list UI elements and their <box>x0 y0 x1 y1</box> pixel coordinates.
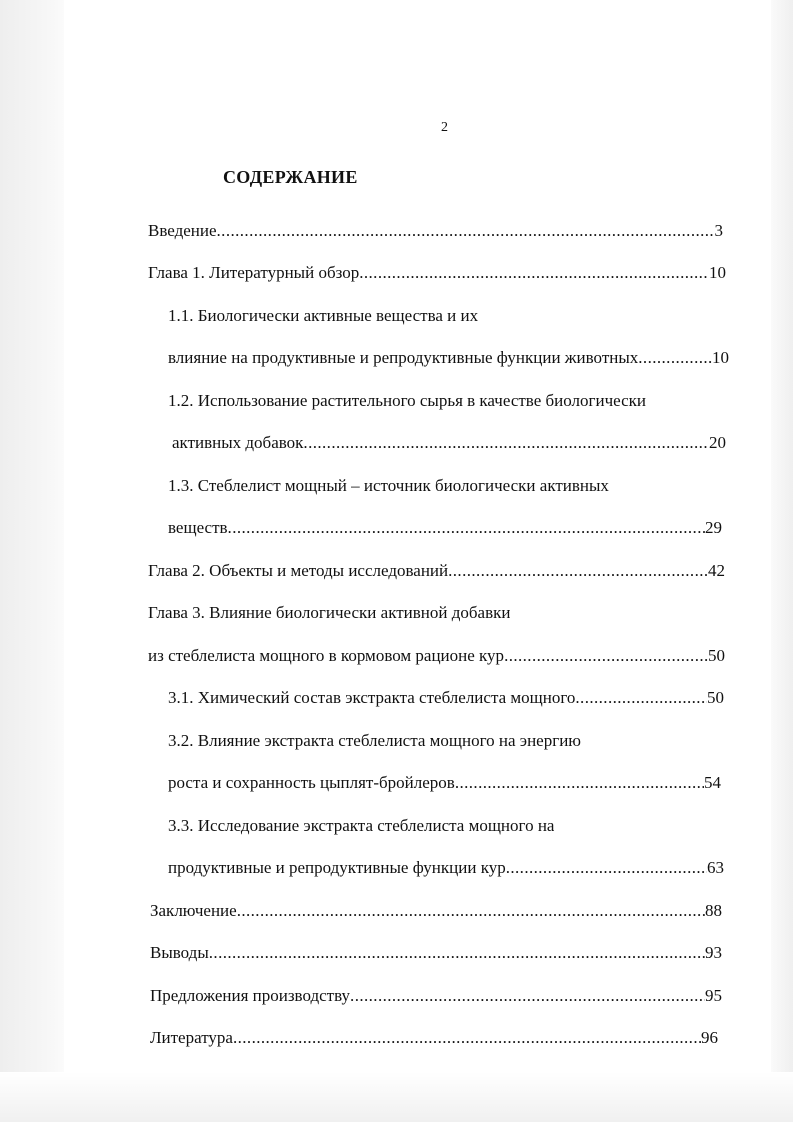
toc-leader-dots <box>350 984 705 1008</box>
toc-entry-1-2-line-1[interactable] <box>168 389 646 413</box>
toc-entry-page: 54 <box>704 773 721 792</box>
toc-leader-dots <box>209 941 705 965</box>
toc-entry-1-3-line-1[interactable] <box>168 474 609 498</box>
toc-entry-findings[interactable] <box>150 941 722 965</box>
toc-entry-page: 50 <box>708 646 725 665</box>
toc-entry-chapter-2[interactable] <box>148 559 725 583</box>
toc-entry-text: 1.3. Стеблелист мощный – источник биологически активных <box>168 476 609 495</box>
toc-leader-dots <box>237 899 705 923</box>
toc-entry-text: 3.3. Исследование экстракта стеблелиста мощного на <box>168 816 555 835</box>
toc-entry-3-2-line-2[interactable] <box>168 771 721 795</box>
toc-entry-proposals[interactable] <box>150 984 722 1008</box>
toc-entry-text: 3.2. Влияние экстракта стеблелиста мощного на энергию <box>168 731 581 750</box>
toc-entry-text: продуктивные и репродуктивные функции кур <box>168 858 506 877</box>
toc-entry-text: Глава 1. Литературный обзор <box>148 263 360 282</box>
toc-entry-page: 29 <box>705 518 722 537</box>
toc-entry-3-2-line-1[interactable] <box>168 729 581 753</box>
toc-leader-dots <box>504 644 708 668</box>
toc-entry-page: 10 <box>712 348 729 367</box>
toc-entry-page: 10 <box>709 263 726 282</box>
toc-entry-introduction[interactable] <box>148 219 723 243</box>
toc-entry-page: 93 <box>705 943 722 962</box>
toc-leader-dots <box>455 771 704 795</box>
page-number: 2 <box>441 120 448 135</box>
toc-entry-text: Заключение <box>150 901 237 920</box>
toc-entry-page: 50 <box>707 688 724 707</box>
toc-entry-chapter-3-line-1[interactable] <box>148 601 510 625</box>
toc-entry-text: веществ <box>168 518 228 537</box>
toc-entry-text: Глава 3. Влияние биологически активной добавки <box>148 603 511 622</box>
toc-entry-page: 95 <box>705 986 722 1005</box>
toc-entry-text: из стеблелиста мощного в кормовом рационе кур <box>148 646 505 665</box>
toc-entry-text: Литература <box>150 1028 233 1047</box>
toc-leader-dots <box>575 686 707 710</box>
toc-entry-page: 42 <box>708 561 725 580</box>
scan-shadow-left <box>0 0 64 1122</box>
toc-entry-text: Глава 2. Объекты и методы исследований <box>148 561 449 580</box>
toc-leader-dots <box>228 516 705 540</box>
toc-entry-1-1-line-2[interactable] <box>168 346 729 370</box>
toc-title: СОДЕРЖАНИЕ <box>223 167 358 187</box>
toc-entry-page: 63 <box>707 858 724 877</box>
toc-entry-3-3-line-1[interactable] <box>168 814 554 838</box>
toc-entry-3-1[interactable] <box>168 686 724 710</box>
toc-entry-1-2-line-2[interactable] <box>172 431 726 455</box>
toc-entry-chapter-3-line-2[interactable] <box>148 644 725 668</box>
toc-entry-page: 88 <box>705 901 722 920</box>
toc-entry-conclusion[interactable] <box>150 899 722 923</box>
toc-leader-dots <box>233 1026 701 1050</box>
toc-entry-text: 3.1. Химический состав экстракта стеблелиста мощного <box>168 688 576 707</box>
toc-entry-1-3-line-2[interactable] <box>168 516 722 540</box>
toc-entry-text: Введение <box>148 221 217 240</box>
toc-entry-text: Выводы <box>150 943 209 962</box>
toc-entry-text: 1.2. Использование растительного сырья в качестве биологически <box>168 391 647 410</box>
toc-entry-literature[interactable] <box>150 1026 718 1050</box>
toc-leader-dots <box>506 856 707 880</box>
toc-entry-chapter-1[interactable] <box>148 261 726 285</box>
toc-leader-dots <box>448 559 708 583</box>
toc-entry-text: роста и сохранность цыплят-бройлеров <box>168 773 455 792</box>
scan-shadow-right <box>771 0 793 1122</box>
scan-shadow-bottom <box>0 1072 793 1122</box>
toc-leader-dots <box>217 219 715 243</box>
toc-entry-page: 96 <box>701 1028 718 1047</box>
toc-entry-text: 1.1. Биологически активные вещества и их <box>168 306 479 325</box>
toc-leader-dots <box>638 346 712 370</box>
toc-entry-1-1-line-1[interactable] <box>168 304 478 328</box>
toc-entry-text: влияние на продуктивные и репродуктивные функции животных <box>168 348 639 367</box>
toc-leader-dots <box>303 431 709 455</box>
toc-leader-dots <box>359 261 709 285</box>
toc-entry-3-3-line-2[interactable] <box>168 856 724 880</box>
toc-entry-page: 20 <box>709 433 726 452</box>
toc-entry-text: активных добавок <box>172 433 304 452</box>
toc-entry-text: Предложения производству <box>150 986 351 1005</box>
toc-entry-page: 3 <box>714 221 723 240</box>
